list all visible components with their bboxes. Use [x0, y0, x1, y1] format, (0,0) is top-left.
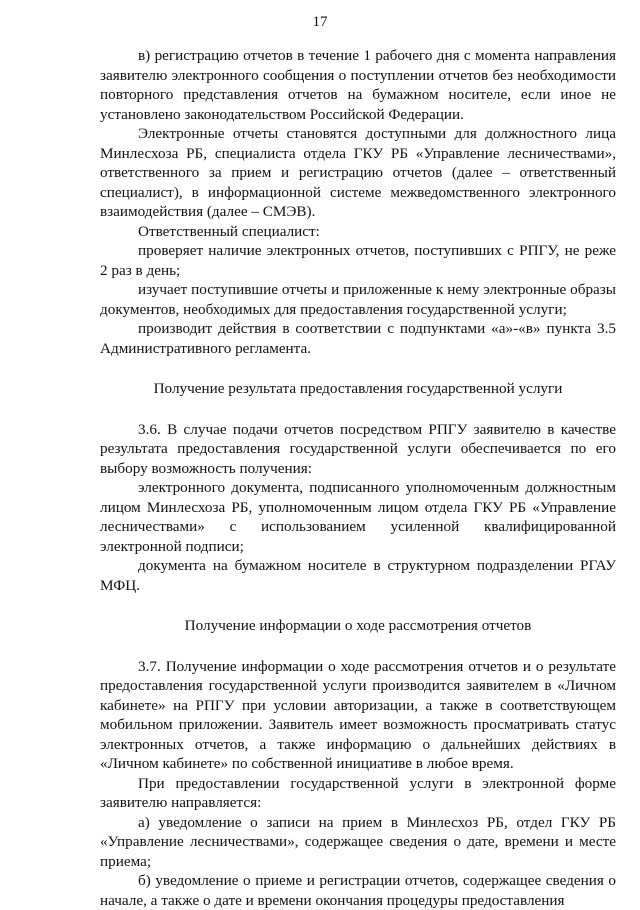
- spacer: [100, 636, 616, 657]
- paragraph: Электронные отчеты становятся доступными для должностного лица Минлесхоза РБ, специалиста отдела ГКУ РБ «Управление лесничествами», ответственного за прием и регистрацию отчетов (далее – ответственный специалист), в информационной системе межведомственного электронного взаимодействия (далее – СМЭВ).: [100, 125, 616, 220]
- paragraph: При предоставлении государственной услуги в электронной форме заявителю направляется:: [100, 774, 616, 811]
- paragraph: проверяет наличие электронных отчетов, поступивших с РПГУ, не реже 2 раз в день;: [100, 242, 616, 279]
- document-body: [100, 46, 616, 910]
- section-heading: Получение результата предоставления государственной услуги: [153, 380, 563, 397]
- paragraph: электронного документа, подписанного уполномоченным должностным лицом Минлесхоза РБ, уполномоченным лицом отдела ГКУ РБ «Управление лесничествами» с использованием усиленной квалифицированной электронной подписи;: [100, 479, 616, 555]
- paragraph: а) уведомление о записи на прием в Минлесхоз РБ, отдел ГКУ РБ «Управление лесничествами», содержащее сведения о дате, времени и месте приема;: [100, 813, 616, 870]
- spacer: [100, 595, 616, 616]
- spacer: [100, 358, 616, 379]
- paragraph: Ответственный специалист:: [138, 222, 320, 240]
- section-heading: Получение информации о ходе рассмотрения отчетов: [184, 617, 532, 634]
- paragraph: в) регистрацию отчетов в течение 1 рабочего дня с момента направления заявителю электронного сообщения о поступлении отчетов без необходимости повторного представления отчетов на бумажном носителе, если иное не установлено законодательством Российской Федерации.: [100, 47, 616, 123]
- page-number: 17: [312, 14, 328, 30]
- paragraph: 3.7. Получение информации о ходе рассмотрения отчетов и о результате предоставления государственной услуги производится заявителем в «Личном кабинете» на РПГУ при условии авторизации, а также в соответствующем мобильном приложении. Заявитель имеет возможность просматривать статус электронных отчетов, а также информацию о дальнейших действиях в «Личном кабинете» по собственной инициативе в любое время.: [100, 657, 616, 772]
- paragraph: производит действия в соответствии с подпунктами «а»-«в» пункта 3.5 Административного регламента.: [100, 320, 616, 357]
- spacer: [100, 399, 616, 420]
- paragraph: изучает поступившие отчеты и приложенные к нему электронные образы документов, необходимых для предоставления государственной услуги;: [100, 281, 616, 318]
- paragraph: документа на бумажном носителе в структурном подразделении РГАУ МФЦ.: [100, 557, 616, 594]
- paragraph: б) уведомление о приеме и регистрации отчетов, содержащее сведения о начале, а также о дате и времени окончания процедуры предоставления: [100, 872, 616, 909]
- paragraph: 3.6. В случае подачи отчетов посредством РПГУ заявителю в качестве результата предоставления государственной услуги обеспечивается по его выбору возможность получения:: [100, 420, 616, 477]
